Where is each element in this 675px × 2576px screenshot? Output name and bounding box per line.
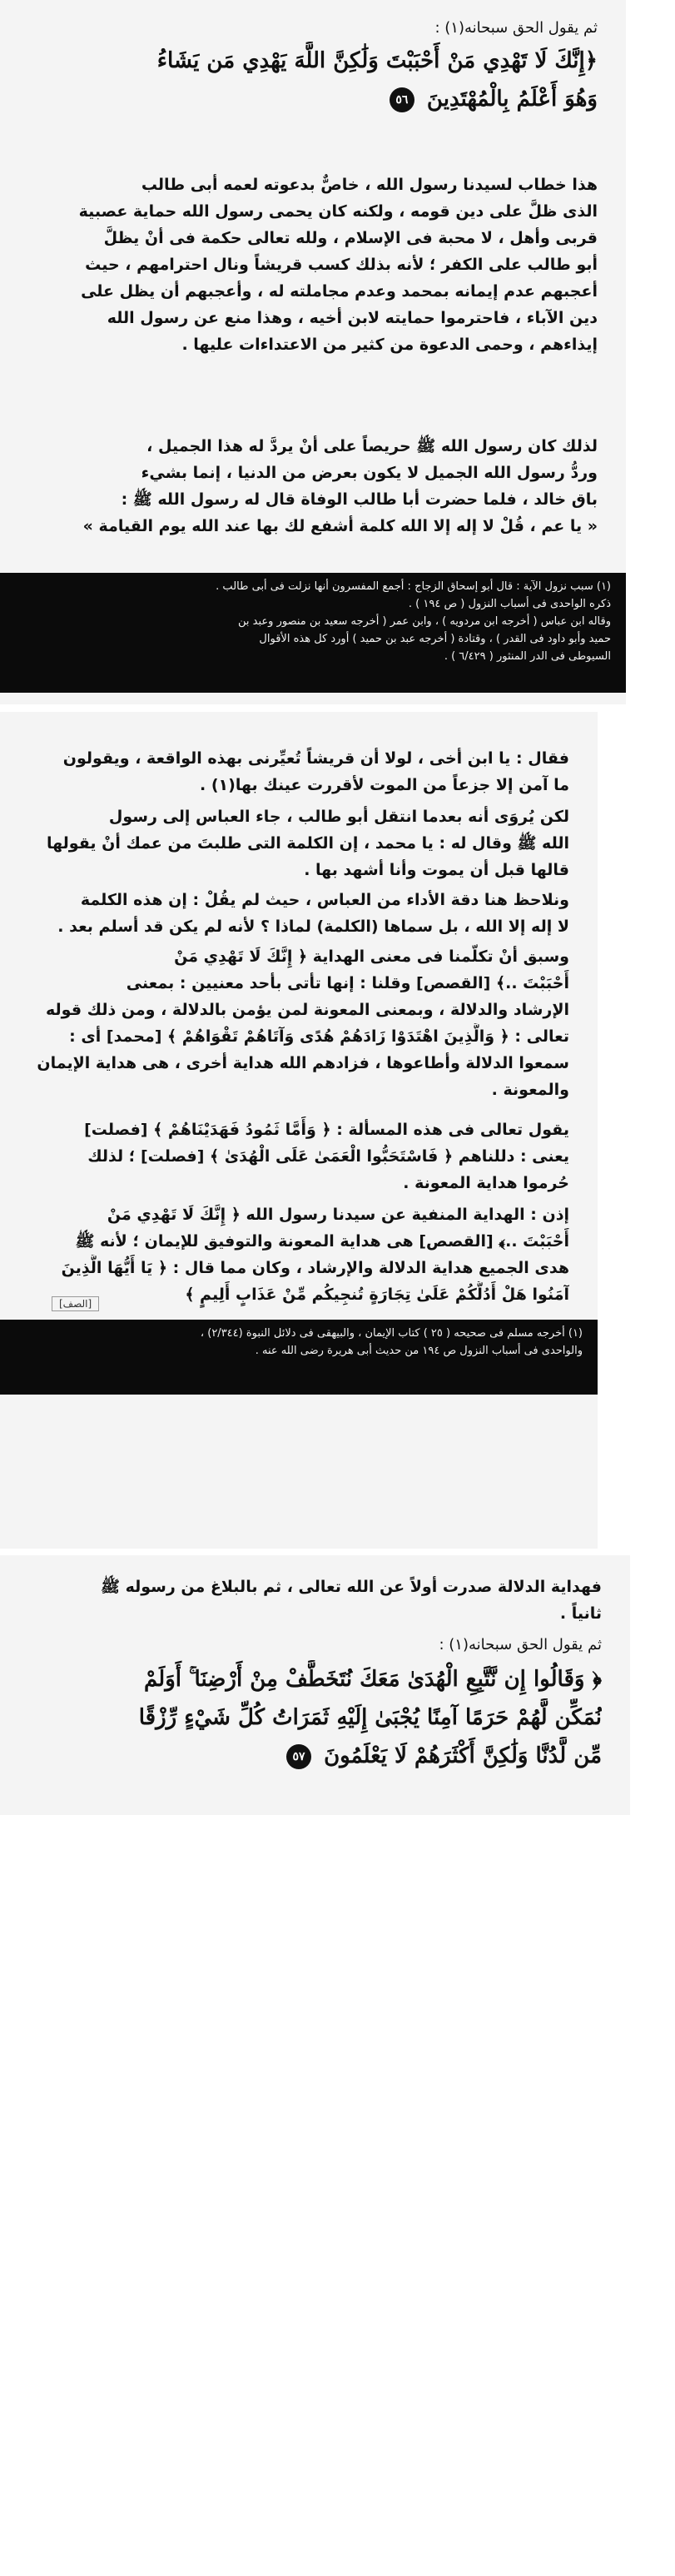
text-line: دين الآباء ، فاحترموا حمايته لابن أخيه ، وهذا منع عن رسول الله xyxy=(107,309,598,327)
verse-line: نُمَكِّن لَّهُمْ حَرَمًا آمِنًا يُجْبَىٰ إِلَيْهِ ثَمَرَاتُ كُلِّ شَيْءٍ رِّزْقًا xyxy=(138,1705,602,1730)
verse-line xyxy=(23,80,598,118)
footnote-line: (١) أخرجه مسلم فى صحيحه ( ٢٥ ) كتاب الإيمان ، والبيهقى فى دلائل النبوة (٢/٣٤٤) ، xyxy=(200,1327,583,1340)
verse-line-text: مِّن لَّدُنَّا وَلَٰكِنَّ أَكْثَرَهُمْ لَا يَعْلَمُونَ xyxy=(324,1743,602,1768)
footnote-line: والواحدى فى أسباب النزول ص ١٩٤ من حديث أبى هريرة رضى الله عنه . xyxy=(255,1345,583,1357)
text-line: أَحْبَبْتَ ..﴾ [القصص] هى هداية المعونة والتوفيق للإيمان ؛ لأنه ﷺ xyxy=(75,1232,569,1251)
text-line: فهداية الدلالة صدرت أولاً عن الله تعالى ، ثم بالبلاغ من رسوله ﷺ xyxy=(101,1578,602,1596)
verse-line: ﴿إِنَّكَ لَا تَهْدِي مَنْ أَحْبَبْتَ وَلَٰكِنَّ اللَّهَ يَهْدِي مَن يَشَاءُ xyxy=(156,48,598,73)
text-line: قالها قبل أن يموت وأنا أشهد بها . xyxy=(304,861,569,879)
text-line: والمعونة . xyxy=(491,1081,569,1099)
text-line: يقول تعالى فى هذه المسألة : ﴿ وَأَمَّا ثَمُودُ فَهَدَيْنَاهُمْ ﴾ [فصلت] xyxy=(84,1121,569,1139)
verse-line-text: وَهُوَ أَعْلَمُ بِالْمُهْتَدِينَ xyxy=(426,87,598,112)
footnote-line: ذكره الواحدى فى أسباب النزول ( ص ١٩٤ ) . xyxy=(408,598,611,610)
paragraph xyxy=(23,745,569,798)
paragraph xyxy=(23,887,569,940)
intro-line xyxy=(23,15,598,42)
text-line: أبو طالب على الكفر ؛ لأنه بذلك كسب قريشاً ونال احترامهم ، حيث xyxy=(85,256,598,274)
text-line: الذى ظلَّ على دين قومه ، ولكنه كان يحمى رسول الله حماية عصبية xyxy=(78,202,598,221)
verse-number-marker: ٥٧ xyxy=(286,1744,311,1769)
intro-line xyxy=(23,1632,602,1658)
paragraph xyxy=(23,433,598,540)
text-line: وردُّ رسول الله الجميل لا يكون بعرض من الدنيا ، إنما بشيء xyxy=(141,464,598,482)
footnotes-panel xyxy=(0,573,626,693)
intro-text: ثم يقول الحق سبحانه(١) : xyxy=(439,1636,602,1654)
text-line: وسبق أنْ تكلّمنا فى معنى الهداية ﴿ إِنَّكَ لَا تَهْدِي مَنْ xyxy=(174,947,569,966)
surah-reference-tag: [الصف] xyxy=(52,1296,99,1311)
text-line: أَحْبَبْتَ ..﴾ [القصص] وقلنا : إنها تأتى بأحد معنيين : بمعنى xyxy=(126,974,569,992)
text-line: لذلك كان رسول الله ﷺ حريصاً على أنْ يردَّ له هذا الجميل ، xyxy=(146,437,598,455)
text-line: ونلاحظ هنا دقة الأداء من العباس ، حيث لم يقُلْ : إن هذه الكلمة xyxy=(80,891,569,909)
paragraph xyxy=(23,1574,602,1627)
text-line: قربى وأهل ، لا محبة فى الإسلام ، ولله تعالى حكمة فى أنْ يظلَّ xyxy=(103,229,598,247)
quran-verse xyxy=(23,1660,602,1775)
quran-verse xyxy=(23,42,598,118)
footnote-line: السيوطى فى الدر المنثور ( ٦/٤٢٩ ) . xyxy=(444,650,611,663)
intro-text: ثم يقول الحق سبحانه(١) : xyxy=(434,19,598,37)
page-2 xyxy=(0,712,598,1549)
text-line: لا إله إلا الله ، بل سماها (الكلمة) لماذا ؟ لأنه لم يكن قد أسلم بعد . xyxy=(57,918,569,936)
paragraph xyxy=(23,943,569,1103)
text-line: « يا عم ، قُلْ لا إله إلا الله كلمة أشفع لك بها عند الله يوم القيامة » xyxy=(82,517,598,535)
footnote-line: وقاله ابن عباس ( أخرجه ابن مردويه ) ، وابن عمر ( أخرجه سعيد بن منصور وعبد بن xyxy=(238,615,611,628)
text-line: يعنى : دللناهم ﴿ فَاسْتَحَبُّوا الْعَمَىٰ عَلَى الْهُدَىٰ ﴾ [فصلت] ؛ لذلك xyxy=(87,1147,569,1166)
page-3 xyxy=(0,1555,630,1815)
verse-number-marker: ٥٦ xyxy=(390,87,414,112)
text-line: آمَنُوا هَلْ أَدُلُّكُمْ عَلَىٰ تِجَارَةٍ تُنجِيكُم مِّنْ عَذَابٍ أَلِيمٍ ﴾ xyxy=(185,1286,569,1304)
paragraph xyxy=(23,1116,569,1196)
text-line: إيذاءهم ، وحمى الدعوة من كثير من الاعتداءات عليها . xyxy=(181,336,598,354)
text-line: لكن يُروَى أنه بعدما انتقل أبو طالب ، جاء العباس إلى رسول xyxy=(108,808,569,826)
text-line: هدى الجميع هداية الدلالة والإرشاد ، وكان مما قال : ﴿ يَا أَيُّهَا الَّذِينَ xyxy=(61,1259,569,1277)
footnote-line: حميد وأبو داود فى القدر ) ، وقتادة ( أخرجه عبد بن حميد ) أورد كل هذه الأقوال xyxy=(259,633,611,645)
verse-line xyxy=(23,1737,602,1775)
footnote-line: (١) سبب نزول الآية : قال أبو إسحاق الزجاج : أجمع المفسرون أنها نزلت فى أبى طالب . xyxy=(216,580,611,593)
text-line: سمعوا الدلالة وأطاعوها ، فزادهم الله هداية أخرى ، هى هداية الإيمان xyxy=(37,1054,569,1072)
text-line: إذن : الهداية المنفية عن سيدنا رسول الله ﴿ إِنَّكَ لَا تَهْدِي مَنْ xyxy=(107,1206,569,1224)
text-line: حُرموا هداية المعونة . xyxy=(403,1174,569,1192)
footnotes-panel xyxy=(0,1320,598,1395)
text-line: فقال : يا ابن أخى ، لولا أن قريشاً تُعيِّرنى بهذه الواقعة ، ويقولون xyxy=(62,749,569,768)
text-line: تعالى : ﴿ وَالَّذِينَ اهْتَدَوْا زَادَهُمْ هُدًى وَآتَاهُمْ تَقْوَاهُمْ ﴾ [محمد] أى : xyxy=(69,1027,569,1046)
text-line: هذا خطاب لسيدنا رسول الله ، خاصٌّ بدعوته لعمه أبى طالب xyxy=(141,176,598,194)
text-line: الله ﷺ وقال له : يا محمد ، إن الكلمة التى طلبتَ من عمك أنْ يقولها xyxy=(46,834,569,853)
page-1 xyxy=(0,0,626,704)
text-line: ثانياً . xyxy=(559,1604,602,1623)
text-line: الإرشاد والدلالة ، وبمعنى المعونة لمن يؤمن بالدلالة ، ومن ذلك قوله xyxy=(46,1001,569,1019)
text-line: ما آمن إلا جزعاً من الموت لأقررت عينك بها(١) . xyxy=(200,776,569,794)
paragraph xyxy=(23,803,569,883)
text-line: أعجبهم عدم إيمانه بمحمد وعدم مجاملته له ، وأعجبهم أن يظل على xyxy=(81,282,598,301)
text-line: باق خالد ، فلما حضرت أبا طالب الوفاة قال له رسول الله ﷺ : xyxy=(121,490,598,509)
verse-line: ﴿ وَقَالُوا إِن نَّتَّبِعِ الْهُدَىٰ مَعَكَ نُتَخَطَّفْ مِنْ أَرْضِنَا ۚ أَوَلَمْ xyxy=(143,1667,602,1692)
paragraph xyxy=(23,1201,569,1308)
paragraph xyxy=(23,172,598,358)
